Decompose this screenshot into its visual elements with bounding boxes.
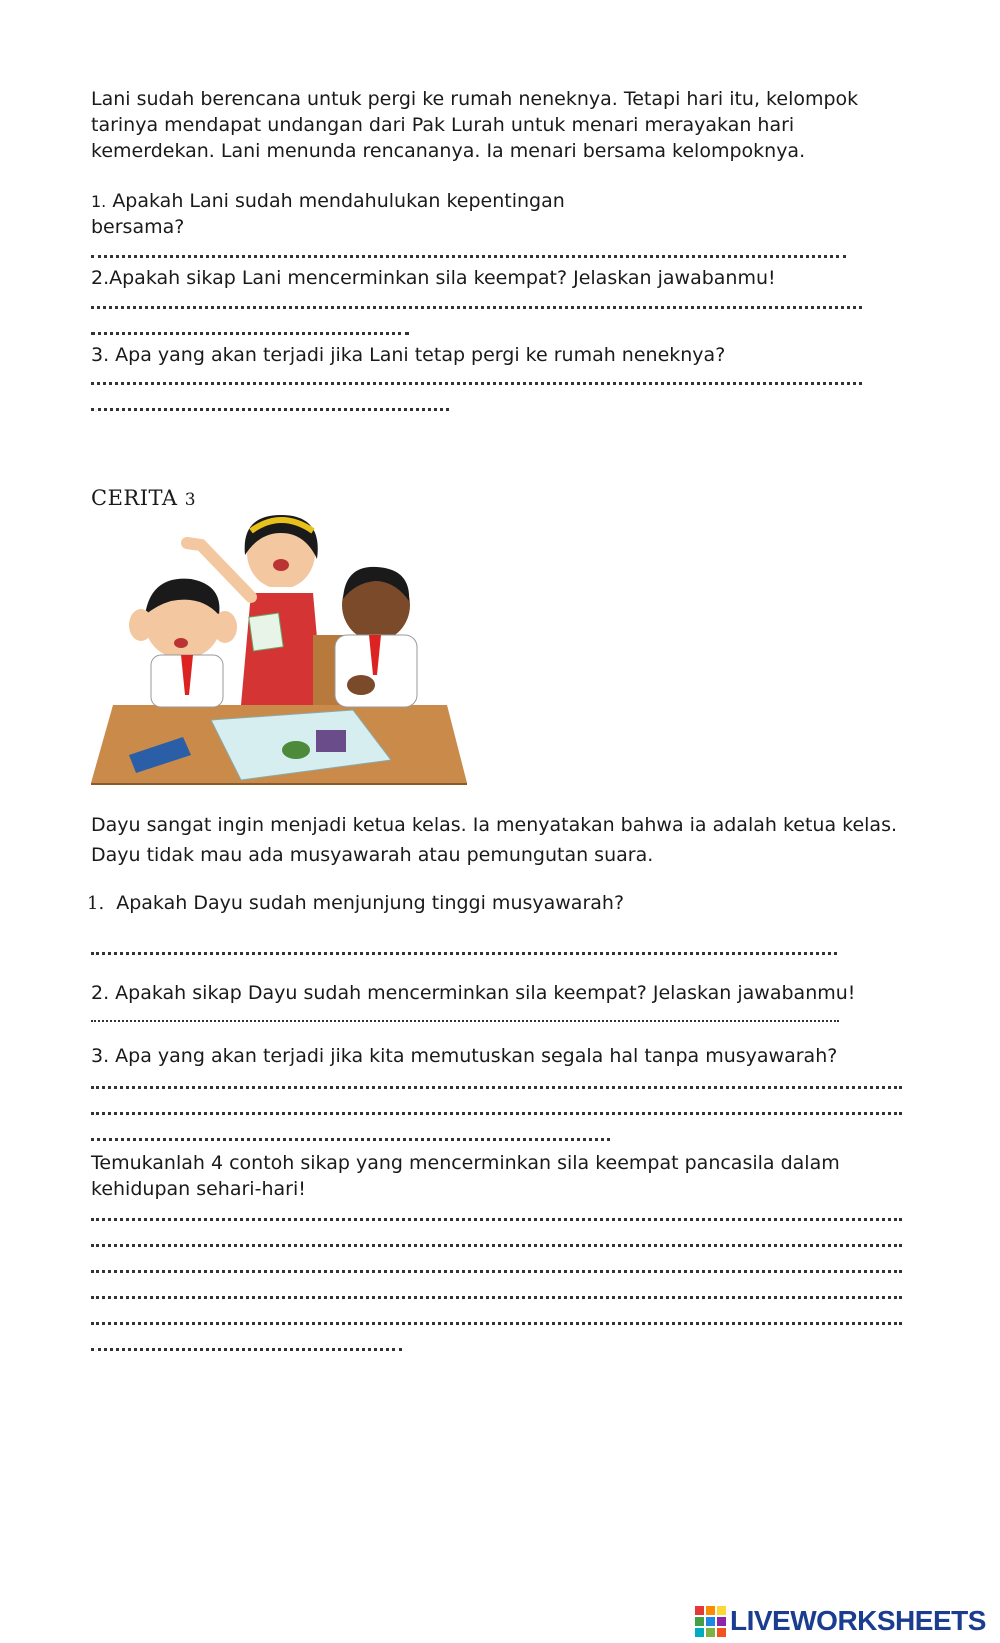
answer-line[interactable] <box>91 1238 902 1247</box>
left-boy <box>129 579 237 707</box>
story3-question-1 <box>87 890 624 917</box>
story2-question-1-cont: bersama? <box>91 216 185 238</box>
story3-question-3: 3. Apa yang akan terjadi jika kita memutuskan segala hal tanpa musyawarah? <box>91 1045 838 1067</box>
answer-line[interactable] <box>91 1290 902 1299</box>
answer-line[interactable] <box>91 326 409 335</box>
answer-line[interactable] <box>91 1106 902 1115</box>
heading-number: 3 <box>184 490 197 510</box>
story2-question-1 <box>91 188 565 215</box>
answer-line[interactable] <box>91 1316 902 1325</box>
story3-line-1: Dayu sangat ingin menjadi ketua kelas. Ia menyatakan bahwa ia adalah ketua kelas. <box>91 814 898 836</box>
answer-line[interactable] <box>91 402 449 411</box>
story3-line-2: Dayu tidak mau ada musyawarah atau pemungutan suara. <box>91 844 654 866</box>
question-text: Apakah Dayu sudah menjunjung tinggi musyawarah? <box>116 892 625 914</box>
answer-line[interactable] <box>91 1014 839 1022</box>
story3-question-2: 2. Apakah sikap Dayu sudah mencerminkan sila keempat? Jelaskan jawabanmu! <box>91 982 856 1004</box>
answer-line[interactable] <box>91 1212 902 1221</box>
question-number: 1. <box>87 893 105 914</box>
answer-line[interactable] <box>91 946 837 955</box>
answer-line[interactable] <box>91 1132 610 1141</box>
story2-question-2: 2.Apakah sikap Lani mencerminkan sila keempat? Jelaskan jawabanmu! <box>91 267 776 289</box>
liveworksheets-logo[interactable] <box>695 1605 986 1637</box>
answer-line[interactable] <box>91 1264 902 1273</box>
task-line-2: kehidupan sehari-hari! <box>91 1178 306 1200</box>
answer-line[interactable] <box>91 1080 902 1089</box>
classroom-illustration <box>91 515 467 785</box>
story3-heading <box>91 485 196 513</box>
story2-question-3: 3. Apa yang akan terjadi jika Lani tetap pergi ke rumah neneknya? <box>91 344 726 366</box>
answer-line[interactable] <box>91 376 862 385</box>
question-text: Apakah Lani sudah mendahulukan kepentingan <box>112 190 565 212</box>
right-boy <box>335 567 417 707</box>
question-number: 1. <box>91 192 107 211</box>
answer-line[interactable] <box>91 249 846 258</box>
story2-paragraph: Lani sudah berencana untuk pergi ke rumah neneknya. Tetapi hari itu, kelompok tarinya mendapat undangan dari Pak Lurah untuk menari merayakan hari kemerdekan. Lani menunda rencananya. Ia menari bersama kelompoknya. <box>91 88 859 162</box>
task-line-1: Temukanlah 4 contoh sikap yang mencerminkan sila keempat pancasila dalam <box>91 1152 840 1174</box>
logo-text: LIVEWORKSHEETS <box>730 1605 986 1636</box>
answer-line[interactable] <box>91 1342 402 1351</box>
heading-text: CERITA <box>91 486 178 510</box>
answer-line[interactable] <box>91 300 862 309</box>
logo-grid-icon <box>695 1606 726 1637</box>
